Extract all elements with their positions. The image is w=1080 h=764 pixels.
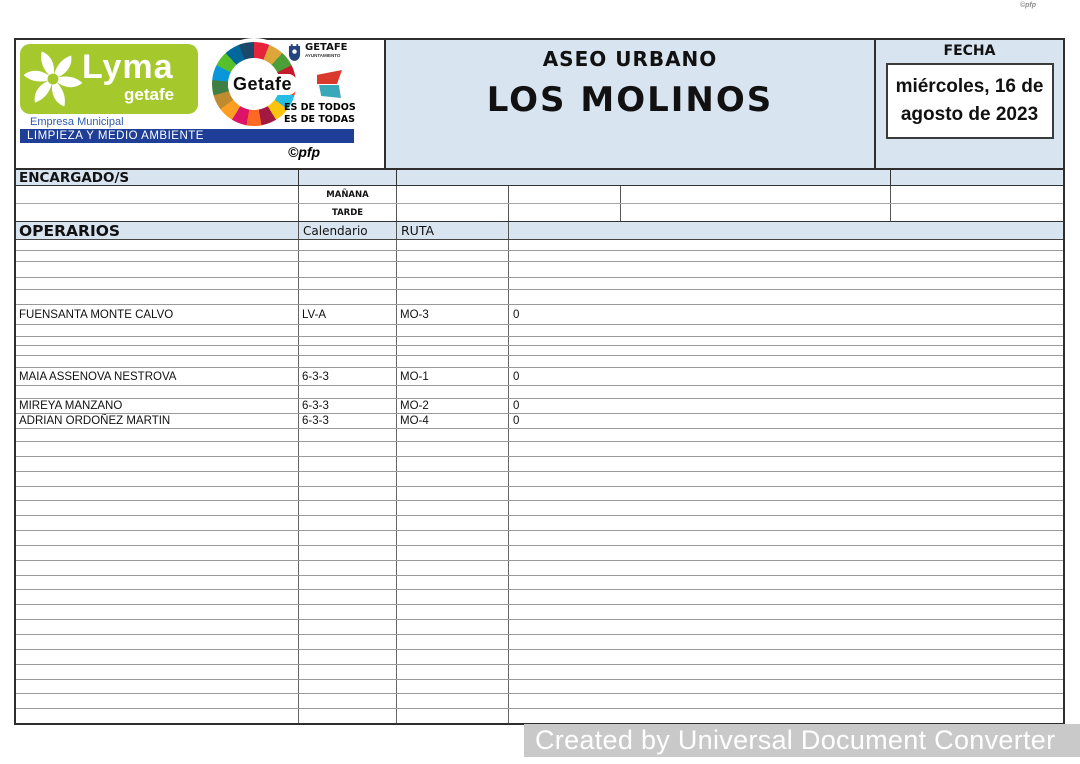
empty-cell [396, 620, 508, 634]
encargados-row [16, 168, 1063, 186]
empty-cell [396, 650, 508, 664]
afternoon-cell-2 [396, 204, 508, 221]
swirl-icon [24, 50, 82, 108]
empty-cell [508, 635, 1063, 649]
shift-afternoon-row [16, 204, 1063, 222]
empty-cell [508, 709, 1063, 723]
morning-cell-4 [620, 186, 890, 203]
operarios-header-row [16, 222, 1063, 240]
operator-calendario-cell [298, 337, 396, 345]
operator-calendario-cell [298, 251, 396, 261]
empty-cell [396, 487, 508, 501]
empty-cell [396, 531, 508, 545]
operator-ruta-cell [396, 240, 508, 250]
operator-calendario-cell [298, 325, 396, 336]
operator-valor-cell [508, 356, 1063, 367]
empty-cell [508, 472, 1063, 486]
empty-row [16, 546, 1063, 561]
operarios-label: OPERARIOS [19, 221, 121, 240]
operator-name-cell [16, 278, 298, 289]
empty-cell [298, 709, 396, 723]
afternoon-cell-4 [620, 204, 890, 221]
empty-cell [16, 605, 298, 619]
afternoon-cell-0 [16, 204, 298, 221]
operator-valor-cell: 0 [508, 368, 1063, 385]
empty-cell [298, 457, 396, 471]
morning-label: MAÑANA [298, 186, 396, 203]
operator-name-cell [16, 251, 298, 261]
empty-row [16, 650, 1063, 665]
operator-row [16, 251, 1063, 262]
shift-morning-row [16, 186, 1063, 204]
operator-calendario-cell [298, 278, 396, 289]
empty-cell [298, 635, 396, 649]
empty-row [16, 635, 1063, 650]
empty-cell [298, 665, 396, 679]
empty-cell [298, 472, 396, 486]
empty-cell [298, 531, 396, 545]
operator-valor-cell: 0 [508, 414, 1063, 428]
empty-row [16, 442, 1063, 457]
converter-watermark: Created by Universal Document Converter [524, 724, 1080, 757]
empty-cell [396, 516, 508, 530]
operator-valor-cell [508, 386, 1063, 398]
empty-row [16, 694, 1063, 709]
empty-cell [396, 635, 508, 649]
empty-cell [396, 709, 508, 723]
encargados-cell-2 [396, 170, 890, 185]
operator-ruta-cell: MO-4 [396, 414, 508, 428]
slogan-line-1: ES DE TODOS [284, 102, 356, 113]
operarios-header-extra [508, 222, 1063, 239]
empty-cell [298, 590, 396, 604]
operator-ruta-cell: MO-1 [396, 368, 508, 385]
operator-ruta-cell [396, 262, 508, 277]
operator-ruta-cell: MO-2 [396, 399, 508, 413]
operator-valor-cell [508, 429, 1063, 441]
operator-valor-cell [508, 240, 1063, 250]
operator-name-cell [16, 346, 298, 355]
empty-cell [396, 590, 508, 604]
operator-ruta-cell [396, 251, 508, 261]
empty-cell [508, 605, 1063, 619]
operator-valor-cell [508, 290, 1063, 304]
empty-cell [298, 501, 396, 515]
operator-valor-cell [508, 325, 1063, 336]
empty-cell [16, 487, 298, 501]
empty-cell [508, 442, 1063, 456]
afternoon-cell-3 [508, 204, 620, 221]
empty-cell [16, 590, 298, 604]
morning-cell-0 [16, 186, 298, 203]
empty-cell [396, 501, 508, 515]
operator-row [16, 356, 1063, 368]
morning-cell-2 [396, 186, 508, 203]
operator-name-cell: FUENSANTA MONTE CALVO [19, 308, 174, 321]
date-box: miércoles, 16 de agosto de 2023 [886, 63, 1054, 139]
morning-cell-5 [890, 186, 1063, 203]
encargados-label: ENCARGADO/S [19, 169, 130, 186]
operator-calendario-cell [298, 346, 396, 355]
getafe-flag-teal-icon [319, 85, 341, 98]
operator-ruta-cell [396, 337, 508, 345]
empty-cell [298, 487, 396, 501]
empty-cell [16, 561, 298, 575]
empty-cell [508, 576, 1063, 590]
operator-valor-cell [508, 346, 1063, 355]
empty-cell [16, 680, 298, 694]
operator-name-cell [16, 337, 298, 345]
empty-cell [298, 546, 396, 560]
empty-cell [16, 457, 298, 471]
afternoon-label: TARDE [298, 204, 396, 221]
operator-row [16, 414, 1063, 429]
empty-cell [16, 576, 298, 590]
operator-calendario-cell [298, 386, 396, 398]
morning-cell-3 [508, 186, 620, 203]
operator-name-cell [16, 325, 298, 336]
operator-name-cell [16, 386, 298, 398]
lyma-logo [20, 44, 198, 114]
empty-cell [396, 605, 508, 619]
empty-row [16, 501, 1063, 516]
calendario-label: Calendario [298, 222, 396, 239]
operator-ruta-cell [396, 356, 508, 367]
encargados-cell-1 [298, 170, 396, 185]
operator-valor-cell [508, 251, 1063, 261]
empty-cell [508, 561, 1063, 575]
empty-cell [396, 694, 508, 708]
empty-cell [508, 665, 1063, 679]
operator-calendario-cell [298, 429, 396, 441]
empty-cell [508, 501, 1063, 515]
department-bar: LIMPIEZA Y MEDIO AMBIENTE [20, 129, 354, 143]
empty-cell [16, 531, 298, 545]
empty-cell [298, 561, 396, 575]
empty-cell [16, 709, 298, 723]
operator-calendario-cell [298, 356, 396, 367]
empty-row [16, 709, 1063, 723]
operator-name-cell [16, 240, 298, 250]
operator-calendario-cell: 6-3-3 [298, 414, 396, 428]
empty-cell [508, 680, 1063, 694]
empty-row [16, 590, 1063, 605]
empty-cell [298, 605, 396, 619]
operator-row [16, 278, 1063, 290]
empty-cell [16, 472, 298, 486]
fecha-cell [874, 40, 1063, 168]
empty-cell [16, 665, 298, 679]
empty-cell [298, 516, 396, 530]
empty-cell [508, 531, 1063, 545]
operator-row [16, 305, 1063, 325]
empty-row [16, 620, 1063, 635]
empty-cell [396, 561, 508, 575]
encargados-cell-3 [890, 170, 1063, 185]
empty-cell [396, 546, 508, 560]
operator-calendario-cell: LV-A [298, 305, 396, 324]
empty-cell [16, 442, 298, 456]
empty-cell [508, 620, 1063, 634]
empty-cell [396, 472, 508, 486]
empty-cell [298, 680, 396, 694]
operator-ruta-cell [396, 278, 508, 289]
empty-cell [508, 546, 1063, 560]
council-name: GETAFE [305, 42, 348, 53]
afternoon-cell-5 [890, 204, 1063, 221]
empty-row [16, 472, 1063, 487]
operator-calendario-cell [298, 290, 396, 304]
empty-cell [396, 665, 508, 679]
empty-cell [16, 620, 298, 634]
ruta-label: RUTA [396, 222, 508, 239]
pfp-copyright: ©pfp [288, 144, 321, 160]
empty-cell [298, 650, 396, 664]
operator-name-cell: MAIA ASSENOVA NESTROVA [19, 370, 177, 383]
operator-calendario-cell [298, 240, 396, 250]
lyma-wordmark: Lyma [82, 48, 174, 86]
empty-row [16, 561, 1063, 576]
operator-row [16, 337, 1063, 346]
operator-ruta-cell [396, 429, 508, 441]
empty-cell [508, 516, 1063, 530]
empresa-municipal-label: Empresa Municipal [30, 116, 124, 128]
fecha-label: FECHA [943, 43, 996, 59]
operator-row [16, 290, 1063, 305]
operator-valor-cell [508, 262, 1063, 277]
operator-calendario-cell [298, 262, 396, 277]
empty-cell [298, 694, 396, 708]
operator-row [16, 368, 1063, 386]
operator-row [16, 399, 1063, 414]
empty-cell [16, 635, 298, 649]
council-subtitle: AYUNTAMIENTO [305, 53, 341, 58]
empty-row [16, 516, 1063, 531]
schedule-sheet [14, 38, 1065, 725]
empty-cell [508, 487, 1063, 501]
operator-row [16, 262, 1063, 278]
operator-valor-cell [508, 278, 1063, 289]
operators-rows [16, 240, 1063, 442]
operator-row [16, 429, 1063, 442]
logo-cell [16, 40, 384, 168]
empty-cell [396, 576, 508, 590]
empty-cell [396, 457, 508, 471]
lyma-sub-wordmark: getafe [124, 85, 175, 104]
operator-valor-cell: 0 [508, 305, 1063, 324]
service-title: ASEO URBANO [542, 47, 718, 71]
empty-row [16, 665, 1063, 680]
operator-name-cell [16, 290, 298, 304]
operator-ruta-cell [396, 325, 508, 336]
operator-ruta-cell [396, 346, 508, 355]
empty-cell [396, 442, 508, 456]
empty-cell [508, 590, 1063, 604]
empty-cell [16, 501, 298, 515]
empty-cell [16, 546, 298, 560]
operator-name-cell: ADRIAN ORDOÑEZ MARTIN [19, 415, 171, 427]
operator-row [16, 346, 1063, 356]
empty-rows-fill [16, 442, 1063, 723]
getafe-slogan [284, 102, 356, 126]
empty-cell [508, 694, 1063, 708]
operator-row [16, 386, 1063, 399]
coat-of-arms-icon [288, 43, 301, 62]
operator-calendario-cell: 6-3-3 [298, 399, 396, 413]
empty-row [16, 531, 1063, 546]
empty-cell [298, 576, 396, 590]
operator-ruta-cell: MO-3 [396, 305, 508, 324]
empty-cell [396, 680, 508, 694]
title-cell [384, 40, 874, 168]
zone-title: LOS MOLINOS [486, 80, 774, 120]
operator-row [16, 240, 1063, 251]
operator-row [16, 325, 1063, 337]
council-arms [288, 43, 348, 62]
operator-valor-cell [508, 337, 1063, 345]
operator-ruta-cell [396, 386, 508, 398]
operator-valor-cell: 0 [508, 399, 1063, 413]
empty-row [16, 680, 1063, 695]
empty-cell [508, 457, 1063, 471]
empty-cell [508, 650, 1063, 664]
operator-name-cell [16, 429, 298, 441]
empty-cell [16, 650, 298, 664]
empty-row [16, 576, 1063, 591]
sheet-header [16, 40, 1063, 168]
empty-row [16, 487, 1063, 502]
operator-name-cell [16, 356, 298, 367]
operator-name-cell: MIREYA MANZANO [19, 400, 123, 412]
empty-row [16, 605, 1063, 620]
operator-ruta-cell [396, 290, 508, 304]
slogan-line-2: ES DE TODAS [284, 113, 355, 125]
empty-cell [298, 620, 396, 634]
top-copyright-mark: ©pfp [1020, 2, 1037, 9]
empty-cell [16, 516, 298, 530]
operator-name-cell [16, 262, 298, 277]
empty-cell [16, 694, 298, 708]
getafe-wordmark: Getafe [228, 74, 297, 95]
empty-row [16, 457, 1063, 472]
operator-calendario-cell: 6-3-3 [298, 368, 396, 385]
empty-cell [298, 442, 396, 456]
getafe-flag-red-icon [317, 70, 342, 84]
